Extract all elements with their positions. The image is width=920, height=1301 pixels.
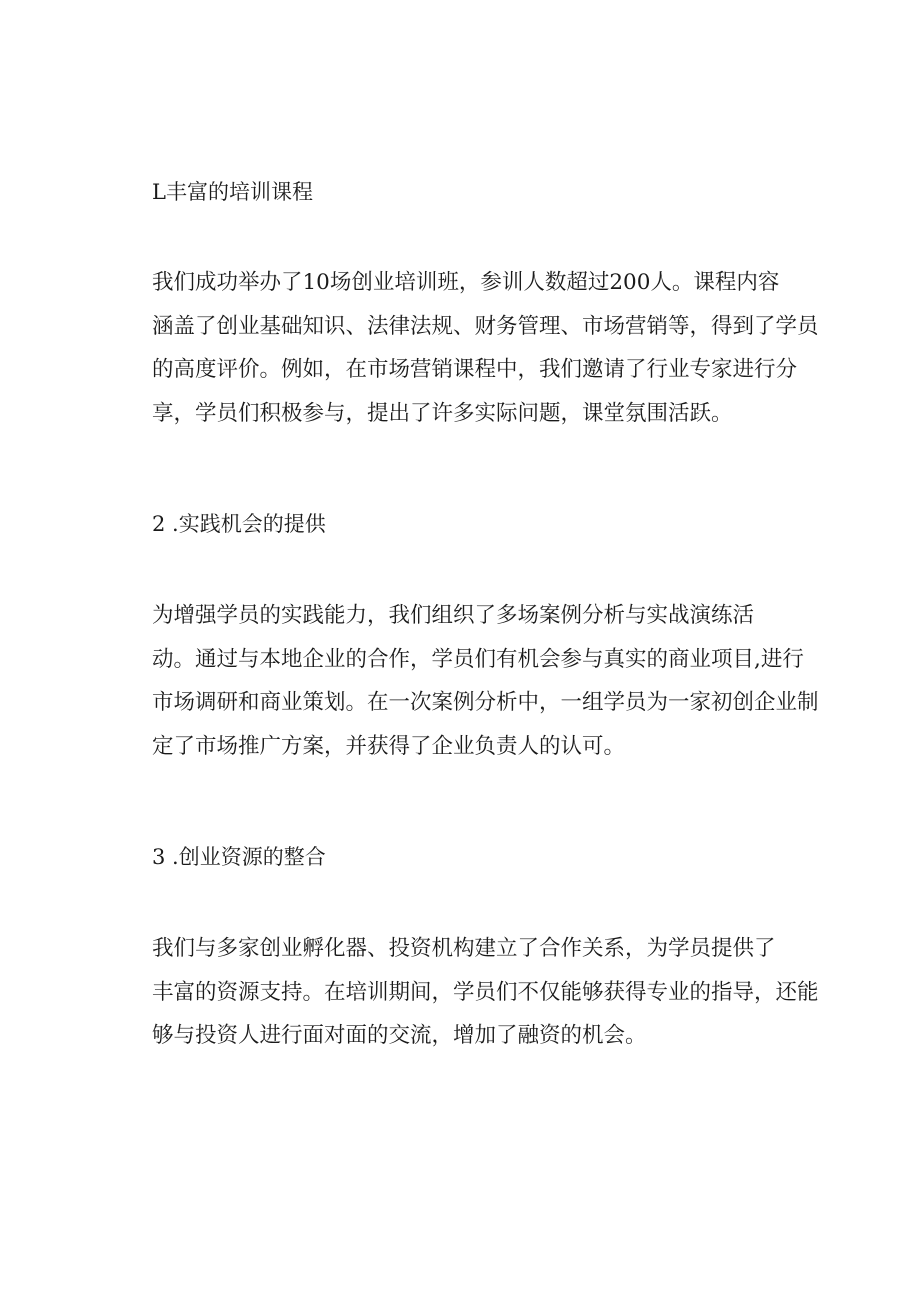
paragraph-line: 我们成功举办了10场创业培训班，参训人数超过200人。课程内容 <box>152 270 780 295</box>
section-2-paragraph <box>152 594 828 768</box>
section-1-heading: L丰富的培训课程 <box>152 180 313 204</box>
section-2-heading: 2 .实践机会的提供 <box>152 512 326 536</box>
paragraph-line: 动。通过与本地企业的合作，学员们有机会参与真实的商业项目,进行 <box>152 646 804 672</box>
paragraph-line: 涵盖了创业基础知识、法律法规、财务管理、市场营销等，得到了学员 <box>152 313 819 339</box>
paragraph-line: 为增强学员的实践能力，我们组织了多场案例分析与实战演练活 <box>152 603 755 628</box>
paragraph-line: 享，学员们积极参与，提出了许多实际问题，课堂氛围活跃。 <box>152 400 733 426</box>
section-3-paragraph <box>152 927 828 1058</box>
paragraph-line: 定了市场推广方案，并获得了企业负责人的认可。 <box>152 733 626 759</box>
section-3-heading: 3 .创业资源的整合 <box>152 845 326 869</box>
section-1-paragraph <box>152 261 828 435</box>
paragraph-line: 够与投资人进行面对面的交流，增加了融资的机会。 <box>152 1023 647 1049</box>
paragraph-line: 市场调研和商业策划。在一次案例分析中，一组学员为一家初创企业制 <box>152 690 819 716</box>
paragraph-line: 的高度评价。例如，在市场营销课程中，我们邀请了行业专家进行分 <box>152 357 798 383</box>
paragraph-line: 丰富的资源支持。在培训期间，学员们不仅能够获得专业的指导，还能 <box>152 979 819 1005</box>
paragraph-line: 我们与多家创业孵化器、投资机构建立了合作关系，为学员提供了 <box>152 936 776 961</box>
